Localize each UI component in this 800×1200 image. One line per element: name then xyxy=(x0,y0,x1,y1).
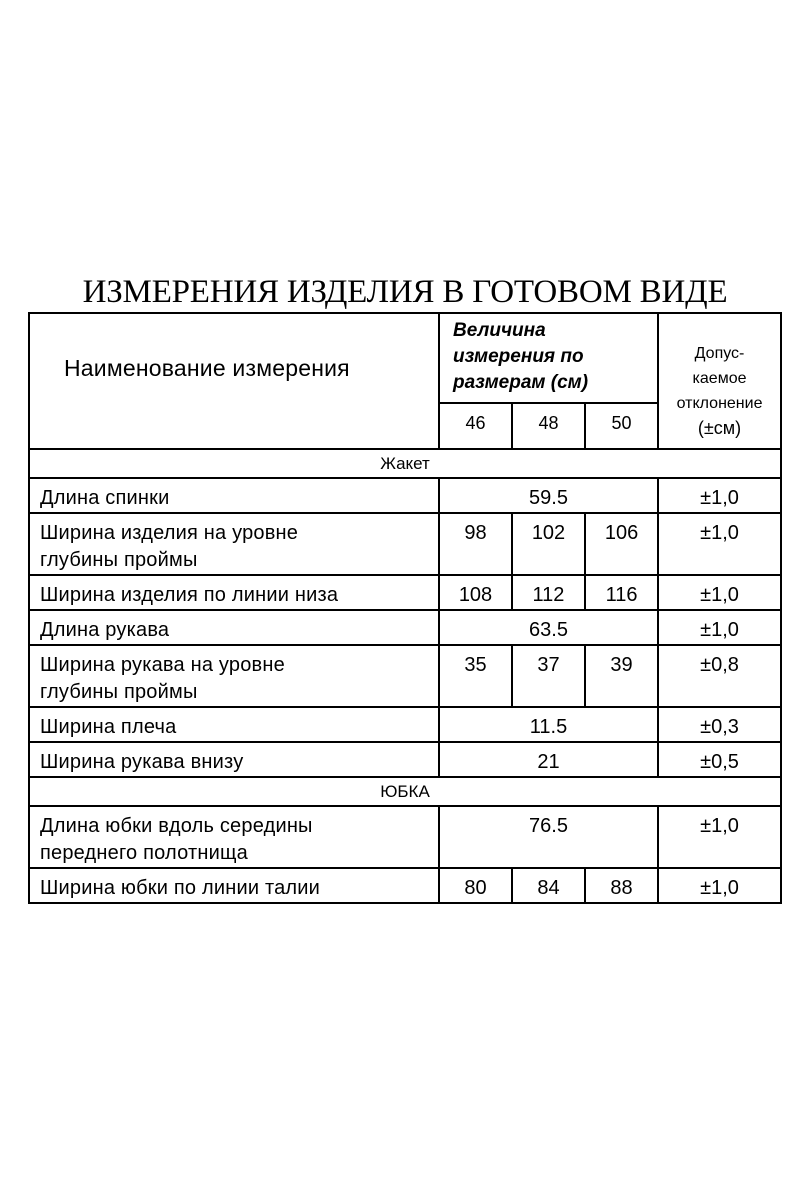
table-row xyxy=(29,742,781,777)
measurement-name xyxy=(29,868,439,903)
measurement-name-line: Длина спинки xyxy=(40,487,170,509)
size-cell: 50 xyxy=(585,403,658,449)
measurement-value: 88 xyxy=(585,868,658,903)
header-row xyxy=(29,313,781,403)
table-row xyxy=(29,478,781,513)
measurement-name-line: глубины проймы xyxy=(40,681,198,703)
header-name-cell: Наименование измерения xyxy=(29,313,439,449)
measurement-value: 80 xyxy=(439,868,512,903)
header-tolerance-line: (±см) xyxy=(697,418,742,438)
header-value-cell xyxy=(439,313,658,403)
tolerance-value: ±0,3 xyxy=(658,707,781,742)
measurement-name xyxy=(29,707,439,742)
measurement-value: 108 xyxy=(439,575,512,610)
measurement-value: 98 xyxy=(439,513,512,575)
header-value-line: размерам (см) xyxy=(453,372,589,393)
section-label: Жакет xyxy=(29,449,781,478)
measurement-value: 39 xyxy=(585,645,658,707)
measurement-name xyxy=(29,742,439,777)
measurements-table xyxy=(28,312,782,904)
tolerance-value: ±1,0 xyxy=(658,610,781,645)
measurement-value: 21 xyxy=(439,742,658,777)
header-tolerance-line: отклонение xyxy=(676,395,763,412)
measurement-value: 102 xyxy=(512,513,585,575)
tolerance-value: ±1,0 xyxy=(658,513,781,575)
header-value-line: измерения по xyxy=(453,346,584,367)
measurement-value: 59.5 xyxy=(439,478,658,513)
table-row xyxy=(29,868,781,903)
header-tolerance-line: каемое xyxy=(692,370,747,387)
measurement-name-line: Длина юбки вдоль середины xyxy=(40,815,313,837)
measurement-name xyxy=(29,610,439,645)
section-row xyxy=(29,449,781,478)
table-row xyxy=(29,806,781,868)
header-tolerance-cell xyxy=(658,313,781,449)
measurement-name xyxy=(29,513,439,575)
tolerance-value: ±1,0 xyxy=(658,478,781,513)
measurement-value: 11.5 xyxy=(439,707,658,742)
table-body xyxy=(29,313,781,903)
table-row xyxy=(29,707,781,742)
measurement-value: 106 xyxy=(585,513,658,575)
table-row xyxy=(29,513,781,575)
measurement-name xyxy=(29,478,439,513)
size-cell: 48 xyxy=(512,403,585,449)
tolerance-value: ±1,0 xyxy=(658,575,781,610)
table-row xyxy=(29,645,781,707)
measurement-name-line: Ширина изделия на уровне xyxy=(40,522,299,544)
table-row xyxy=(29,575,781,610)
page-title: ИЗМЕРЕНИЯ ИЗДЕЛИЯ В ГОТОВОМ ВИДЕ xyxy=(82,274,728,310)
measurement-name xyxy=(29,806,439,868)
measurement-name-line: Ширина изделия по линии низа xyxy=(40,584,339,606)
measurement-value: 76.5 xyxy=(439,806,658,868)
header-tolerance-line: Допус- xyxy=(694,345,745,362)
measurement-value: 35 xyxy=(439,645,512,707)
measurement-value: 112 xyxy=(512,575,585,610)
tolerance-value: ±0,8 xyxy=(658,645,781,707)
measurement-value: 37 xyxy=(512,645,585,707)
section-label: ЮБКА xyxy=(29,777,781,806)
header-value-line: Величина xyxy=(453,320,546,341)
table-row xyxy=(29,610,781,645)
tolerance-value: ±0,5 xyxy=(658,742,781,777)
measurement-name xyxy=(29,575,439,610)
measurement-name-line: переднего полотнища xyxy=(40,842,248,864)
measurement-name-line: Ширина рукава внизу xyxy=(40,751,244,773)
tolerance-value: ±1,0 xyxy=(658,806,781,868)
section-row xyxy=(29,777,781,806)
measurement-value: 63.5 xyxy=(439,610,658,645)
tolerance-value: ±1,0 xyxy=(658,868,781,903)
measurement-value: 116 xyxy=(585,575,658,610)
measurement-name-line: Длина рукава xyxy=(40,619,170,641)
size-cell: 46 xyxy=(439,403,512,449)
measurement-name xyxy=(29,645,439,707)
measurement-name-line: глубины проймы xyxy=(40,549,198,571)
measurement-name-line: Ширина плеча xyxy=(40,716,177,738)
measurement-value: 84 xyxy=(512,868,585,903)
measurement-name-line: Ширина рукава на уровне xyxy=(40,654,285,676)
measurement-name-line: Ширина юбки по линии талии xyxy=(40,877,321,899)
